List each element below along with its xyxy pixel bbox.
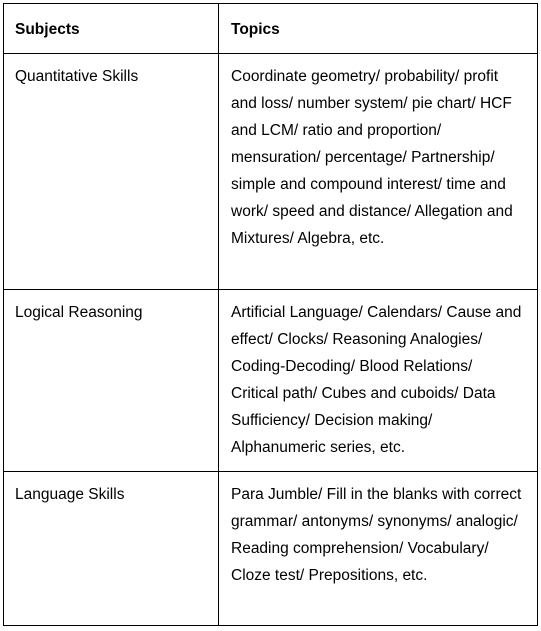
subject-cell: Quantitative Skills (4, 54, 219, 290)
table-row (4, 290, 538, 472)
topics-cell: Coordinate geometry/ probability/ profit and loss/ number system/ pie chart/ HCF and LCM/ ratio and proportion/ mensuration/ percentage/ Partnership/ simple and compound interest/ time and work/ speed and distance/ Allegation and Mixtures/ Algebra, etc. (219, 54, 538, 290)
subject-cell: Language Skills (4, 472, 219, 626)
topics-cell: Artificial Language/ Calendars/ Cause and effect/ Clocks/ Reasoning Analogies/ Coding-Decoding/ Blood Relations/ Critical path/ Cubes and cuboids/ Data Sufficiency/ Decision making/ Alphanumeric series, etc. (219, 290, 538, 472)
subject-cell: Logical Reasoning (4, 290, 219, 472)
header-topics: Topics (219, 4, 538, 54)
header-subjects: Subjects (4, 4, 219, 54)
table-row (4, 54, 538, 290)
topics-cell: Para Jumble/ Fill in the blanks with correct grammar/ antonyms/ synonyms/ analogic/ Reading comprehension/ Vocabulary/ Cloze test/ Prepositions, etc. (219, 472, 538, 626)
table-row (4, 472, 538, 626)
subjects-topics-table (3, 3, 538, 626)
table-header-row (4, 4, 538, 54)
